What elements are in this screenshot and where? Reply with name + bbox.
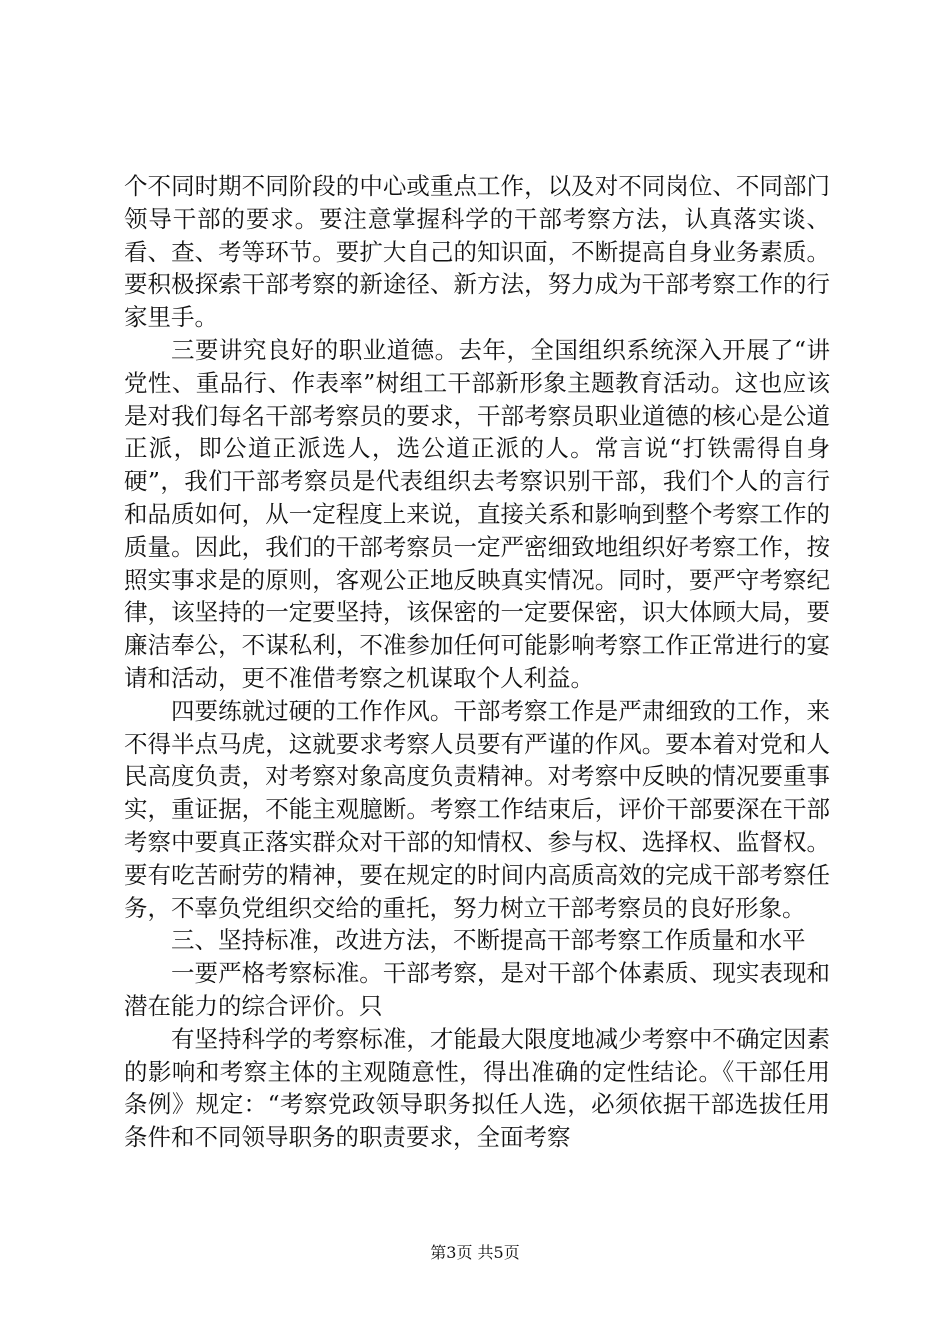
paragraph: 个不同时期不同阶段的中心或重点工作，以及对不同岗位、不同部门领导干部的要求。要注意掌握科学的干部考察方法，认真落实谈、看、查、考等环节。要扩大自己的知识面，不断提高自身业务素质。要积极探索干部考察的新途径、新方法，努力成为干部考察工作的行家里手。 (124, 172, 830, 332)
paragraph: 四要练就过硬的工作作风。干部考察工作是严肃细致的工作，来不得半点马虎，这就要求考察人员要有严谨的作风。要本着对党和人民高度负责，对考察对象高度负责精神。对考察中反映的情况要重事实，重证据，不能主观臆断。考察工作结束后，评价干部要深在干部考察中要真正落实群众对干部的知情权、参与权、选择权、监督权。要有吃苦耐劳的精神，要在规定的时间内高质高效的完成干部考察任务，不辜负党组织交给的重托，努力树立干部考察员的良好形象。 (124, 696, 830, 922)
section-heading: 三、坚持标准，改进方法，不断提高干部考察工作质量和水平 (171, 926, 806, 955)
page-number-footer: 第3页 共5页 (430, 1243, 520, 1262)
paragraph: 一要严格考察标准。干部考察，是对干部个体素质、现实表现和潜在能力的综合评价。只 (124, 959, 830, 1020)
document-body (124, 170, 830, 1154)
paragraph: 三要讲究良好的职业道德。去年，全国组织系统深入开展了“讲党性、重品行、作表率”树组工干部新形象主题教育活动。这也应该是对我们每名干部考察员的要求，干部考察员职业道德的核心是公道正派，即公道正派选人，选公道正派的人。常言说“打铁需得自身硬”，我们干部考察员是代表组织去考察识别干部，我们个人的言行和品质如何，从一定程度上来说，直接关系和影响到整个考察工作的质量。因此，我们的干部考察员一定严密细致地组织好考察工作，按照实事求是的原则，客观公正地反映真实情况。同时，要严守考察纪律，该坚持的一定要坚持，该保密的一定要保密，识大体顾大局，要廉洁奉公，不谋私利，不准参加任何可能影响考察工作正常进行的宴请和活动，更不准借考察之机谋取个人利益。 (124, 335, 830, 692)
paragraph: 有坚持科学的考察标准，才能最大限度地减少考察中不确定因素的影响和考察主体的主观随意性，得出准确的定性结论。《干部任用条例》规定：“考察党政领导职务拟任人选，必须依据干部选拔任用条件和不同领导职务的职责要求，全面考察 (124, 1024, 830, 1152)
